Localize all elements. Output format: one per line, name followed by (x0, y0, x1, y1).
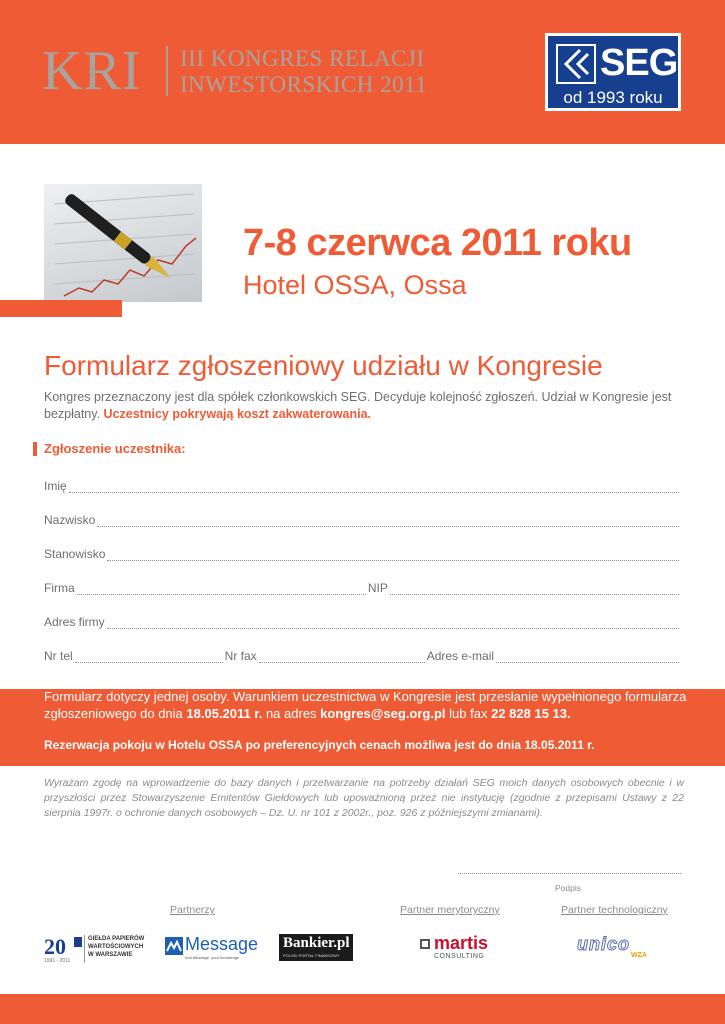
signature-line[interactable] (458, 873, 681, 874)
bankier-logo (279, 934, 353, 961)
intro-text: Kongres przeznaczony jest dla spółek członkowskich SEG. Decyduje kolejność zgłoszeń. Udział w Kongresie jest bezpłatny. (44, 390, 672, 421)
fill-line[interactable] (97, 516, 679, 527)
unico-name: unico (577, 934, 630, 954)
form-intro (44, 389, 684, 423)
consent-text: Wyrażam zgodę na wprowadzenie do bazy danych i przetwarzanie na potrzeby działań SEG moich danych osobowych obecnie i w przyszłości przez Stowarzyszenie Emitentów Giełdowych lub upoważnioną przez nie instytucję (zgodnie z przepisami Ustawy z 22 sierpnia 1997r. o ochronie danych osobowych – Dz. U. nr 101 z 2002r., poz. 926 z późniejszymi zmianami). (44, 777, 684, 819)
notice-line-a: Formularz dotyczy jednej osoby. Warunkiem uczestnictwa w Kongresie jest przesłanie wypełnionego formularza zgłoszeniowego do dnia (44, 689, 687, 721)
reservation-notice: Rezerwacja pokoju w Hotelu OSSA po preferencyjnych cenach możliwa jest do dnia 18.05.2011 r. (44, 738, 595, 752)
congress-title-line1: III KONGRES RELACJI (180, 46, 425, 71)
seg-since: od 1993 roku (563, 88, 663, 107)
field-label-adres-firmy: Adres firmy (44, 615, 105, 629)
congress-title-line2: INWESTORSKICH 2011 (180, 72, 428, 97)
content-partner-heading: Partner merytoryczny (400, 904, 500, 916)
unico-logo (577, 934, 661, 962)
footer-band (0, 994, 725, 1024)
fill-line[interactable] (69, 482, 679, 493)
martis-name: martis (434, 933, 489, 953)
martis-logo (420, 934, 492, 962)
martis-mark-icon (420, 939, 430, 949)
fill-line[interactable] (107, 618, 679, 629)
fill-line[interactable] (75, 652, 223, 663)
field-contact[interactable] (44, 647, 681, 663)
field-label-nr-fax: Nr fax (224, 649, 257, 663)
field-label-adres-email: Adres e-mail (426, 649, 495, 663)
bankier-name: Bankier.pl (283, 935, 350, 951)
gpw-separator (84, 935, 85, 963)
field-firma-nip[interactable] (44, 579, 681, 595)
field-label-nip: NIP (367, 581, 388, 595)
notice-fax: 22 828 15 13. (491, 706, 571, 721)
notice-line-b: na adres (265, 706, 317, 721)
event-date: 7-8 czerwca 2011 roku (243, 222, 632, 264)
event-venue: Hotel OSSA, Ossa (243, 270, 467, 300)
gpw-mark-icon (74, 937, 82, 947)
kri-separator (166, 46, 168, 96)
photo-accent-bar (0, 300, 122, 317)
message-name: Message (185, 934, 259, 954)
field-label-imie: Imię (44, 479, 67, 493)
notice-line-c: lub fax (449, 706, 488, 721)
notice-text (44, 688, 694, 722)
unico-tagline: WZA (631, 952, 647, 959)
notice-deadline: 18.05.2011 r. (186, 706, 263, 721)
field-label-nr-tel: Nr tel (44, 649, 73, 663)
field-label-nazwisko: Nazwisko (44, 513, 96, 527)
seg-logo (545, 33, 681, 111)
notice-email[interactable]: kongres@seg.org.pl (320, 706, 446, 721)
form-title: Formularz zgłoszeniowy udziału w Kongresie (44, 350, 603, 381)
seg-emblem-icon (556, 44, 596, 84)
fill-line[interactable] (107, 550, 679, 561)
pen-chart-photo (44, 184, 202, 302)
gpw-anniversary-number: 20 (44, 934, 66, 959)
intro-highlight: Uczestnicy pokrywają koszt zakwaterowania. (103, 407, 372, 421)
martis-tagline: CONSULTING (434, 953, 485, 960)
field-label-firma: Firma (44, 581, 75, 595)
gpw-name: GIEŁDA PAPIERÓW WARTOŚCIOWYCH W WARSZAWIE (88, 936, 145, 958)
fill-line[interactable] (496, 652, 679, 663)
message-mark-icon (165, 937, 183, 955)
field-stanowisko[interactable] (44, 545, 681, 561)
fill-line[interactable] (390, 584, 679, 595)
field-nazwisko[interactable] (44, 511, 681, 527)
fill-line[interactable] (259, 652, 425, 663)
message-tagline: real Message, your knowledge (185, 955, 240, 960)
bankier-tagline: POLSKI PORTAL FINANSOWY (283, 953, 340, 958)
message-logo (165, 934, 261, 962)
signature-label: Podpis (555, 883, 581, 893)
tech-partner-heading: Partner technologiczny (561, 904, 668, 916)
fill-line[interactable] (77, 584, 366, 595)
field-label-stanowisko: Stanowisko (44, 547, 106, 561)
seg-name: SEG (600, 42, 678, 84)
section-marker (33, 442, 37, 456)
field-adres-firmy[interactable] (44, 613, 681, 629)
gpw-years: 1991 - 2011 (44, 958, 71, 964)
kri-mark: KRI (42, 40, 142, 102)
seg-logo-panel (548, 36, 678, 108)
field-imie[interactable] (44, 477, 681, 493)
section-label: Zgłoszenie uczestnika: (44, 441, 186, 456)
gpw-logo (44, 934, 144, 964)
partners-heading: Partnerzy (170, 904, 215, 916)
kri-congress-logo (42, 42, 442, 102)
